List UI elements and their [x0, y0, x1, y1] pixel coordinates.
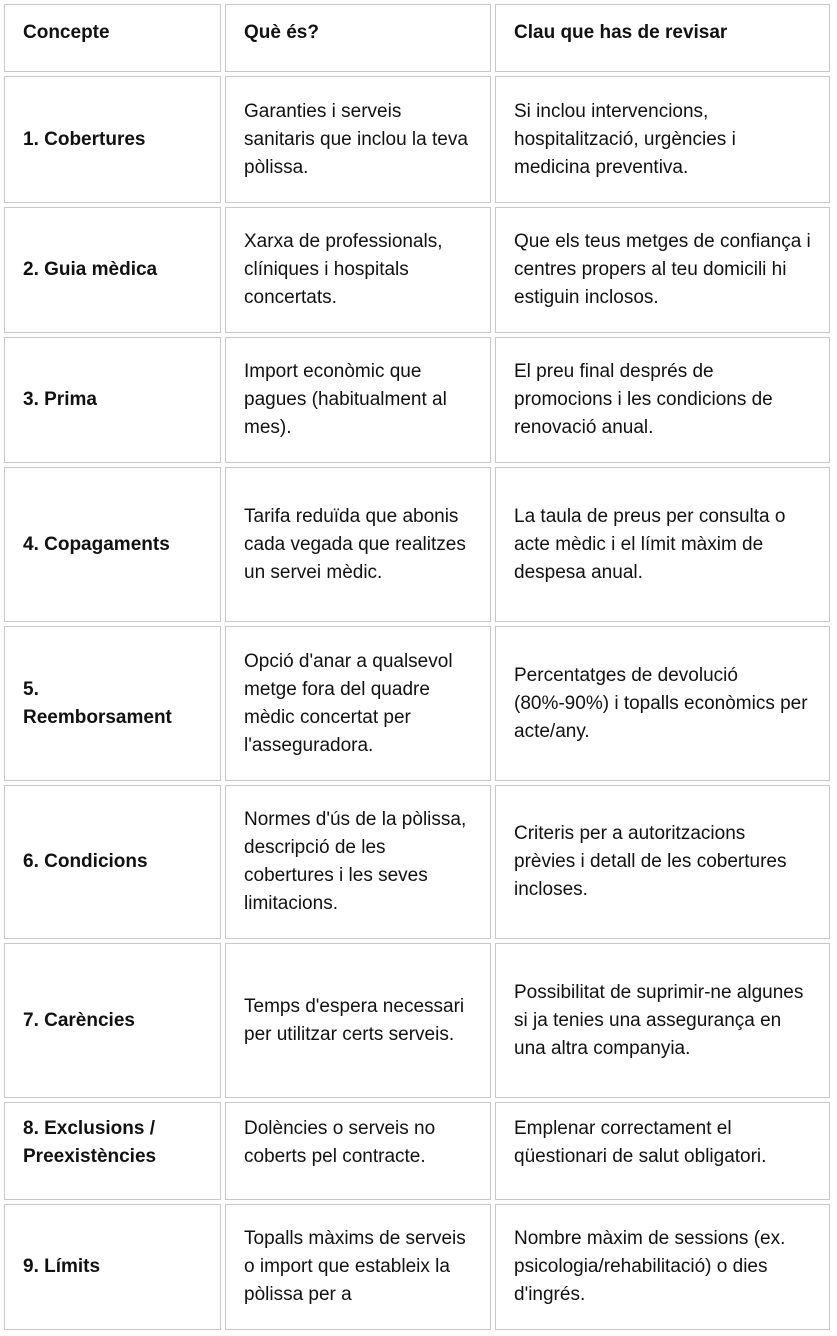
row-6-key [495, 785, 830, 939]
key-text: Nombre màxim de sessions (ex. psicologia/rehabilitació) o dies d'ingrés. [514, 1228, 786, 1305]
what-text: Garanties i serveis sanitaris que inclou la teva pòlissa. [244, 100, 468, 178]
row-6-what [225, 785, 491, 939]
row-1-concept [4, 76, 221, 203]
concept-label: 1. Cobertures [23, 128, 146, 150]
concept-label: 4. Copagaments [23, 533, 170, 555]
row-5-concept [4, 626, 221, 781]
row-4-what [225, 467, 491, 622]
key-text: Possibilitat de suprimir-ne algunes si ja tenies una assegurança en una altra companyia. [514, 981, 804, 1059]
what-text: Topalls màxims de serveis o import que estableix la pòlissa per a [244, 1228, 466, 1305]
key-text: Criteris per a autoritzacions prèvies i detall de les cobertures incloses. [514, 823, 787, 900]
header-concept-label: Concepte [23, 22, 110, 43]
row-8-key [495, 1102, 830, 1200]
row-7-key [495, 943, 830, 1098]
row-7-what [225, 943, 491, 1098]
what-text: Xarxa de professionals, clíniques i hospitals concertats. [244, 231, 443, 308]
what-text: Import econòmic que pagues (habitualment al mes). [244, 361, 447, 438]
what-text: Normes d'ús de la pòlissa, descripció de les cobertures i les seves limitacions. [244, 809, 467, 914]
row-3-concept [4, 337, 221, 463]
row-2-concept [4, 207, 221, 333]
row-2-what [225, 207, 491, 333]
key-text: La taula de preus per consulta o acte mèdic i el límit màxim de despesa anual. [514, 505, 786, 583]
row-1-key [495, 76, 830, 203]
row-7-concept [4, 943, 221, 1098]
header-what-label: Què és? [244, 22, 319, 43]
row-1-what [225, 76, 491, 203]
row-5-key [495, 626, 830, 781]
row-8-concept [4, 1102, 221, 1200]
row-9-what [225, 1204, 491, 1330]
concept-label: 3. Prima [23, 389, 97, 410]
header-key-label: Clau que has de revisar [514, 22, 728, 43]
row-4-key [495, 467, 830, 622]
concept-label: 7. Carències [23, 1009, 135, 1031]
concept-label: 2. Guia mèdica [23, 259, 158, 280]
concept-label: 9. Límits [23, 1256, 101, 1277]
what-text: Dolències o serveis no coberts pel contracte. [244, 1118, 436, 1167]
key-text: Emplenar correctament el qüestionari de salut obligatori. [514, 1118, 767, 1167]
what-text: Tarifa reduïda que abonis cada vegada que realitzes un servei mèdic. [244, 505, 466, 583]
header-cell-concept [4, 4, 221, 72]
concept-label: 8. Exclusions / Preexistències [23, 1118, 157, 1167]
key-text: Si inclou intervencions, hospitalització, urgències i medicina preventiva. [514, 100, 736, 178]
what-text: Opció d'anar a qualsevol metge fora del quadre mèdic concertat per l'asseguradora. [244, 650, 453, 756]
row-9-concept [4, 1204, 221, 1330]
concept-label: 6. Condicions [23, 851, 148, 872]
row-5-what [225, 626, 491, 781]
row-9-key [495, 1204, 830, 1330]
concept-label: 5. Reemborsament [23, 678, 172, 728]
row-3-key [495, 337, 830, 463]
key-text: Que els teus metges de confiança i centres propers al teu domicili hi estiguin inclosos. [514, 231, 811, 308]
row-8-what [225, 1102, 491, 1200]
header-cell-key [495, 4, 830, 72]
what-text: Temps d'espera necessari per utilitzar certs serveis. [244, 995, 465, 1045]
row-2-key [495, 207, 830, 333]
row-3-what [225, 337, 491, 463]
row-4-concept [4, 467, 221, 622]
row-6-concept [4, 785, 221, 939]
header-cell-what [225, 4, 491, 72]
key-text: Percentatges de devolució (80%-90%) i topalls econòmics per acte/any. [514, 664, 808, 742]
key-text: El preu final després de promocions i les condicions de renovació anual. [514, 361, 773, 438]
